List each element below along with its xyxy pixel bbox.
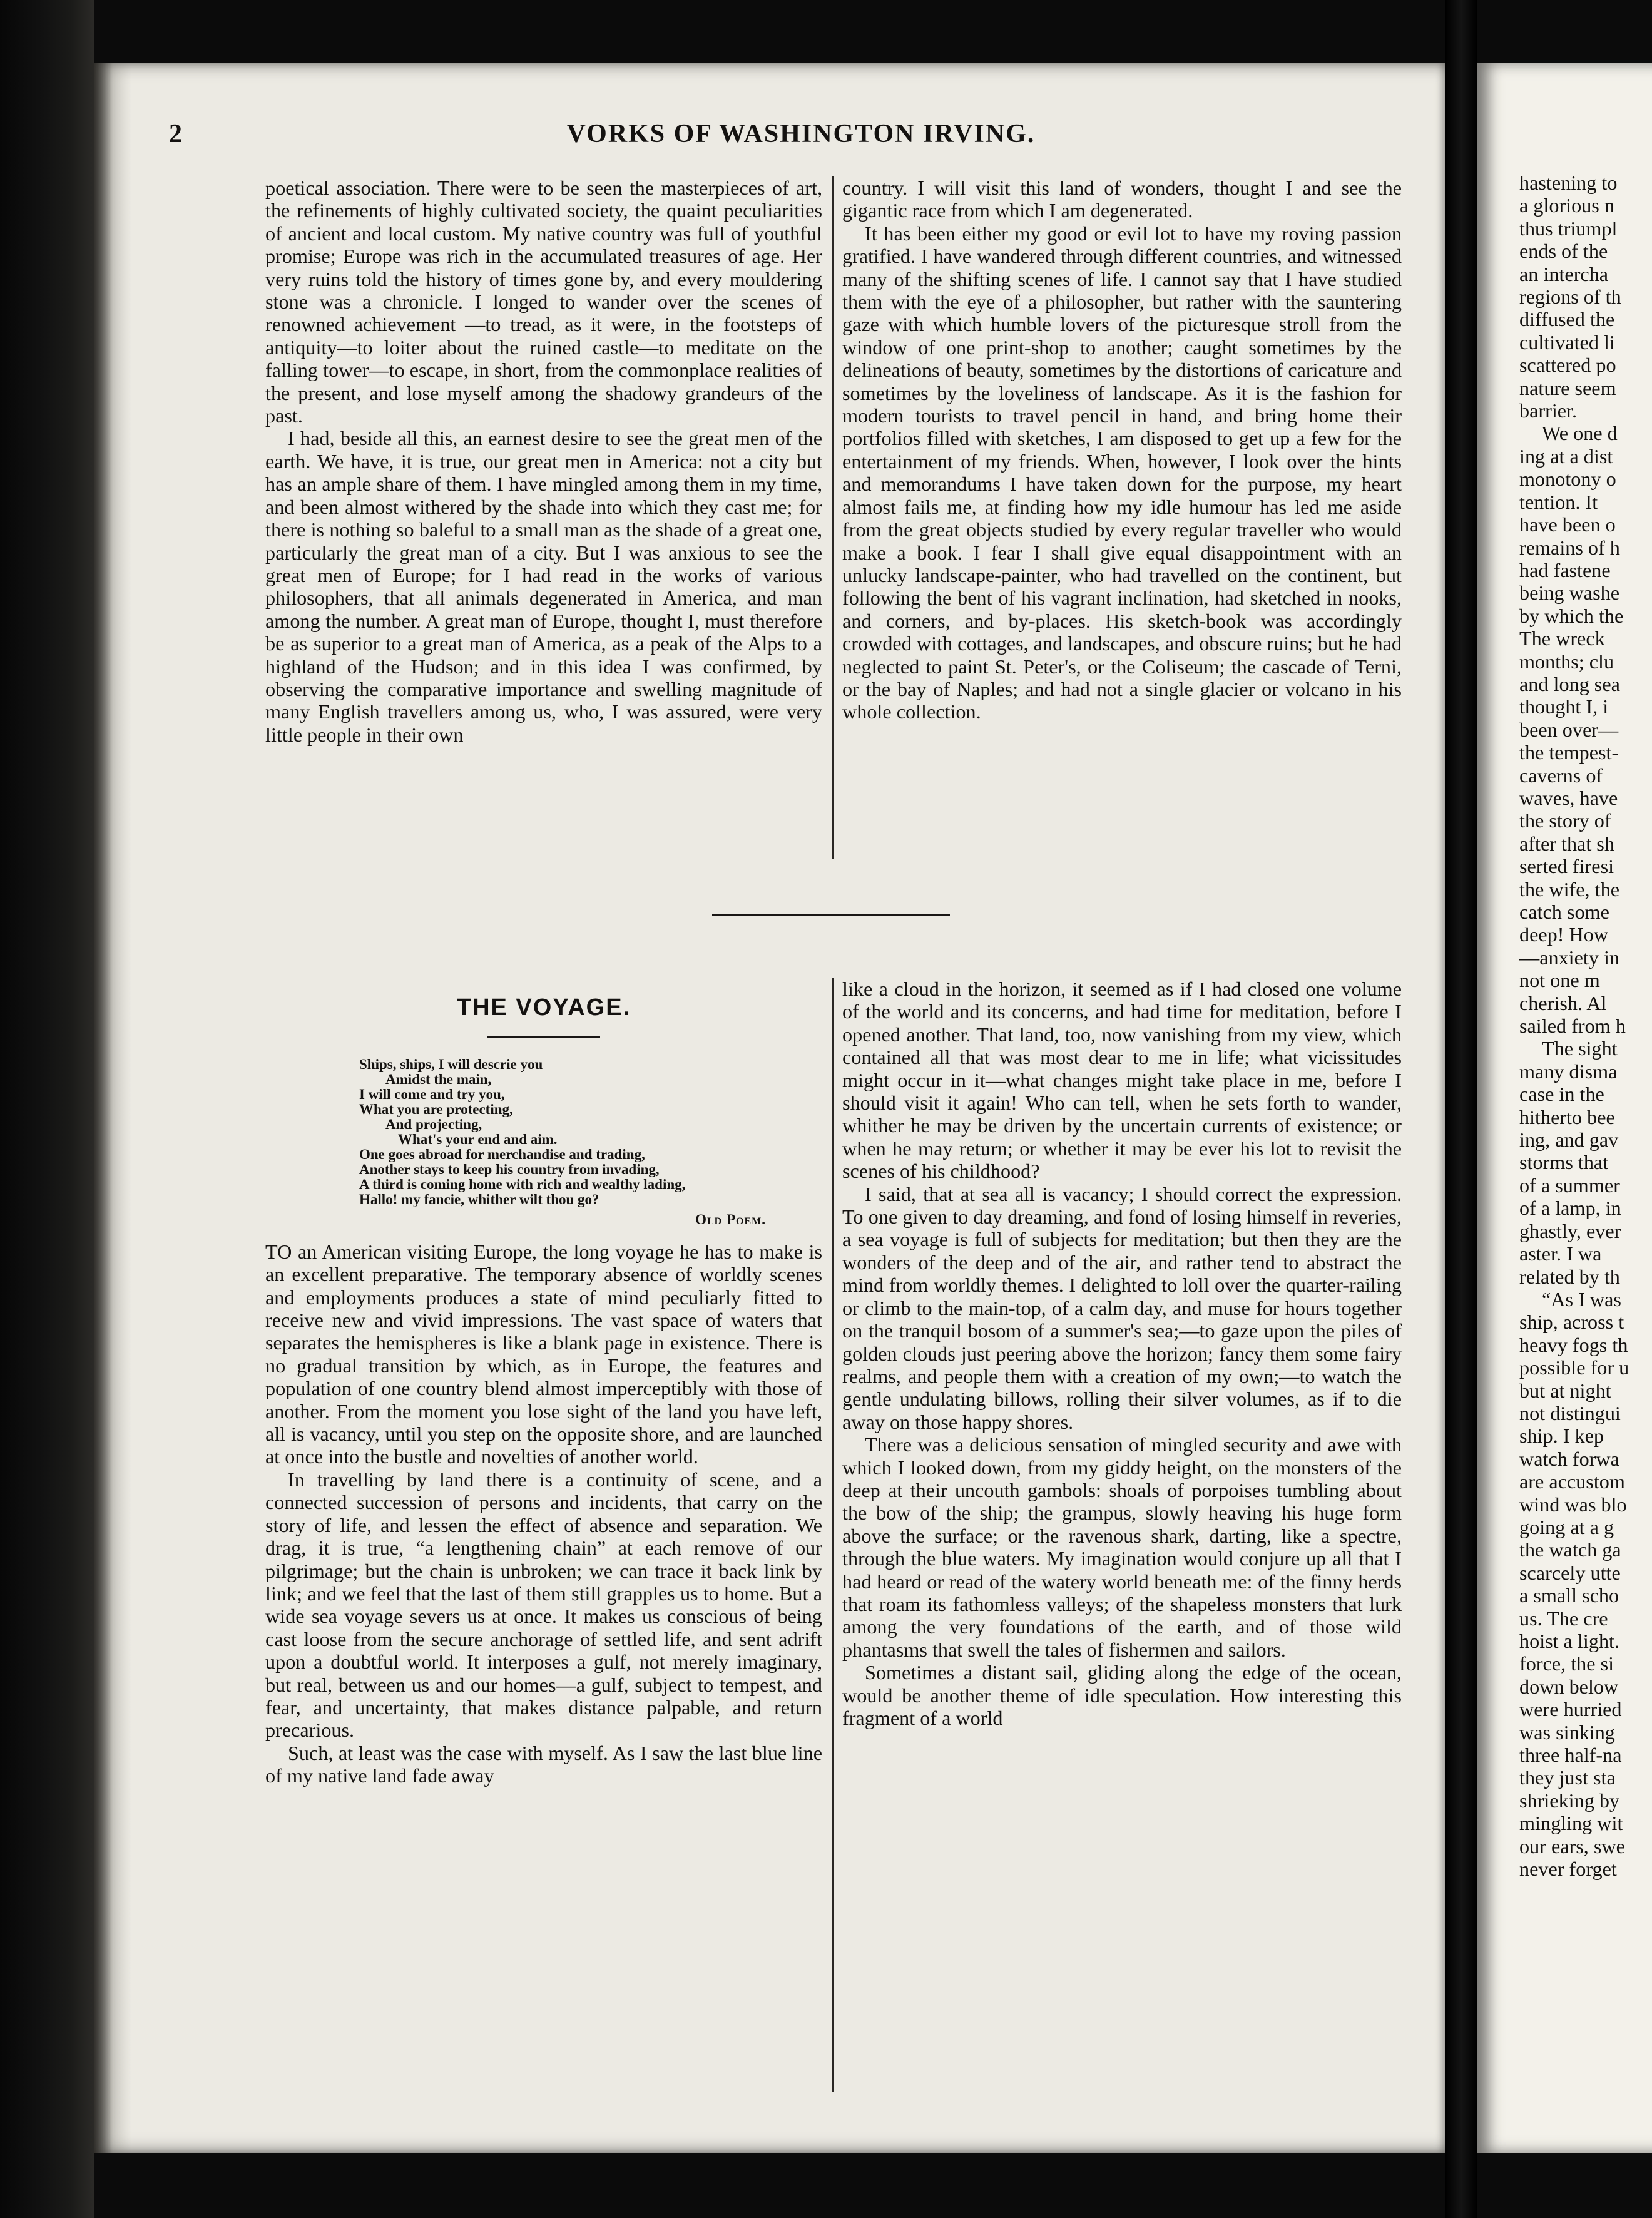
epigraph-line: Ships, ships, I will descrie you: [359, 1056, 543, 1073]
voyage-left-column: [265, 978, 822, 1787]
book-gutter: [1446, 0, 1477, 2218]
facing-page-line: “As I was: [1542, 1287, 1621, 1311]
facing-page-line: deep! How: [1519, 923, 1609, 946]
facing-page-text: [1519, 171, 1652, 1880]
epigraph: [359, 1057, 772, 1207]
top-right-column: [842, 176, 1402, 723]
column-rule: [832, 978, 834, 2092]
chapter-title: THE VOYAGE.: [456, 994, 631, 1021]
facing-page-line: hitherto bee: [1519, 1105, 1615, 1128]
facing-page-line: regions of th: [1519, 285, 1621, 309]
facing-page-line: watch forwa: [1519, 1447, 1619, 1470]
facing-page-line: caverns of: [1519, 764, 1603, 787]
page-header: [169, 119, 1433, 163]
facing-page-line: ing, and gav: [1519, 1128, 1619, 1152]
paragraph: I had, beside all this, an earnest desire to see the great men of the earth. We have, it is true, our great men in America: not a city but has an ample share of them. I have mingled among them in my time, and been almost withered by the shade into which they cast me; for there is nothing so baleful to a small man as the shade of a great one, particularly the great man of a city. But I was anxious to see the great men of Europe; for I had read in the works of various philosophers, that all animals degenerated in America, and man among the number. A great man of Europe, thought I, must therefore be as superior to a great man of America, as a peak of the Alps to a highland of the Hudson; and in this idea I was confirmed, by observing the comparative importance and swelling magnitude of many English travellers among us, who, I was assured, were very little people in their own: [265, 427, 822, 746]
facing-page-line: The sight: [1542, 1037, 1618, 1060]
paragraph: poetical association. There were to be seen the masterpieces of art, the refinements of highly cultivated society, the quaint peculiarities of ancient and local custom. My native country was full of youthful promise; Europe was rich in the accumulated treasures of age. Her very ruins told the history of times gone by, and every mouldering stone was a chronicle. I longed to wander over the scenes of renowned achievement —to tread, as it were, in the footsteps of antiquity—to loiter about the ruined castle—to meditate on the falling tower—to escape, in short, from the commonplace realities of the present, and lose myself among the shadowy grandeurs of the past.: [265, 176, 822, 427]
facing-page-line: case in the: [1519, 1083, 1604, 1106]
paragraph: Sometimes a distant sail, gliding along the edge of the ocean, would be another theme of idle speculation. How interesting this fragment of a world: [842, 1661, 1402, 1729]
top-left-column: [265, 176, 822, 746]
column-rule: [832, 176, 834, 859]
facing-page-line: wind was blo: [1519, 1493, 1627, 1516]
facing-page-line: force, the si: [1519, 1652, 1614, 1675]
facing-page-line: scarcely utte: [1519, 1561, 1621, 1584]
facing-page-line: an intercha: [1519, 262, 1609, 285]
epigraph-source: Old Poem.: [695, 1212, 766, 1228]
epigraph-line: And projecting,: [385, 1117, 482, 1133]
facing-page-line: of a summer: [1519, 1173, 1620, 1197]
facing-page-line: cultivated li: [1519, 330, 1615, 354]
facing-page-line: monotony o: [1519, 468, 1616, 491]
running-head: VORKS OF WASHINGTON IRVING.: [566, 120, 1036, 148]
facing-page-line: the story of: [1519, 809, 1611, 832]
facing-page-line: ends of the: [1519, 240, 1608, 263]
facing-page-line: had fastene: [1519, 558, 1611, 581]
facing-page-line: scattered po: [1519, 354, 1616, 377]
facing-page-line: the watch ga: [1519, 1538, 1621, 1561]
epigraph-line: What's your end and aim.: [398, 1132, 558, 1148]
facing-page-line: storms that: [1519, 1151, 1609, 1174]
facing-page-line: the tempest-: [1519, 741, 1619, 764]
facing-page-line: was sinking: [1519, 1720, 1615, 1744]
page-number: 2: [169, 120, 182, 148]
epigraph-line: A third is coming home with rich and wealthy lading,: [359, 1177, 686, 1193]
facing-page-line: not distingui: [1519, 1401, 1621, 1424]
facing-page-line: being washe: [1519, 581, 1619, 605]
paragraph: In travelling by land there is a continuity of scene, and a connected succession of persons and incidents, that carry on the story of life, and lessen the effect of absence and separation. We drag, it is true, “a lengthening chain” at each remove of our pilgrimage; but the chain is unbroken; we can trace it back link by link; and we feel that the last of them still grapples us to home. But a wide sea voyage severs us at once. It makes us conscious of being cast loose from the secure anchorage of settled life, and sent adrift upon a doubtful world. It interposes a gulf, not merely imaginary, but real, between us and our homes—a gulf, subject to tempest, and fear, and uncertainty, that makes distance palpable, and return precarious.: [265, 1468, 822, 1742]
facing-page-line: heavy fogs th: [1519, 1333, 1628, 1356]
facing-page-line: The wreck: [1519, 627, 1605, 650]
title-rule: [487, 1036, 600, 1038]
voyage-right-column: [842, 978, 1402, 1729]
facing-page-line: remains of h: [1519, 536, 1620, 559]
facing-page-line: We one d: [1542, 422, 1618, 445]
epigraph-line: Amidst the main,: [385, 1071, 492, 1088]
facing-page-line: serted firesi: [1519, 855, 1614, 878]
facing-page-line: not one m: [1519, 969, 1600, 992]
facing-page-line: related by th: [1519, 1265, 1620, 1288]
facing-page-line: sailed from h: [1519, 1014, 1626, 1038]
paragraph: It has been either my good or evil lot to have my roving passion gratified. I have wandered through different countries, and witnessed many of the shifting scenes of life. I cannot say that I have studied them with the eye of a philosopher, but rather with the sauntering gaze with which humble lovers of the picturesque stroll from the window of one print-shop to another; caught sometimes by the delineations of beauty, sometimes by the distortions of caricature and sometimes by the loveliness of landscape. As it is the fashion for modern tourists to travel pencil in hand, and bring home their portfolios filled with sketches, I am disposed to get up a few for the entertainment of my friends. When, however, I look over the hints and memorandums I have taken down for the purpose, my heart almost fails me, at finding how my idle humour has led me aside from the great objects studied by every regular traveller who would make a book. I fear I shall give equal disappointment with an unlucky landscape-painter, who had travelled on the continent, but following the bent of his vagrant inclination, had sketched in nooks, and corners, and by-places. His sketch-book was accordingly crowded with cottages, and landscapes, and obscure ruins; but he had neglected to paint St. Peter's, or the Coliseum; the cascade of Terni, or the bay of Naples; and had not a single glacier or volcano in his whole collection.: [842, 222, 1402, 723]
facing-page-line: ing at a dist: [1519, 444, 1613, 468]
facing-page-line: tention. It: [1519, 490, 1598, 513]
facing-page-line: cherish. Al: [1519, 991, 1607, 1014]
facing-page-line: have been o: [1519, 513, 1616, 536]
facing-page-line: —anxiety in: [1519, 946, 1620, 969]
facing-page-line: but at night: [1519, 1379, 1611, 1402]
epigraph-line: Hallo! my fancie, whither wilt thou go?: [359, 1192, 599, 1208]
facing-page-line: been over—: [1519, 718, 1619, 741]
facing-page-line: were hurried: [1519, 1698, 1622, 1721]
facing-page-line: a small scho: [1519, 1584, 1619, 1607]
facing-page-line: hastening to: [1519, 171, 1618, 194]
paragraph: There was a delicious sensation of mingled security and awe with which I looked down, from my giddy height, on the monsters of the deep at their uncouth gambols: shoals of porpoises tumbling about the bow of the ship; the grampus, slowly heaving his huge form above the surface; or the ravenous shark, darting, like a spectre, through the blue waters. My imagination would conjure up all that I had heard or read of the watery world beneath me: of the finny herds that roam its fathomless valleys; of the shapeless monsters that lurk among the very foundations of the earth, and of those wild phantasms that swell the tales of fishermen and sailors.: [842, 1433, 1402, 1661]
epigraph-line: What you are protecting,: [359, 1101, 513, 1118]
epigraph-line: One goes abroad for merchandise and trading,: [359, 1147, 645, 1163]
facing-page-line: shrieking by: [1519, 1789, 1620, 1812]
facing-page: [1477, 63, 1652, 2153]
facing-page-line: waves, have: [1519, 786, 1618, 809]
section-divider: [712, 914, 950, 916]
facing-page-line: and long sea: [1519, 672, 1620, 695]
page-edge-shadow: [94, 63, 131, 2153]
facing-page-line: never forget: [1519, 1858, 1617, 1881]
facing-page-line: ship. I kep: [1519, 1424, 1604, 1448]
paragraph: I said, that at sea all is vacancy; I should correct the expression. To one given to day dreaming, and fond of losing himself in reveries, a sea voyage is full of subjects for meditation; but then they are the wonders of the deep and of the air, and rather tend to abstract the mind from worldly themes. I delighted to loll over the quarter-railing or climb to the main-top, of a calm day, and muse for hours together on the tranquil bosom of a summer's sea;—to gaze upon the piles of golden clouds just peering above the horizon; fancy them some fairy realms, and people them with a creation of my own;—to watch the gentle undulating billows, rolling their silver volumes, as if to die away on those happy shores.: [842, 1182, 1402, 1433]
paragraph: TO an American visiting Europe, the long voyage he has to make is an excellent preparative. The temporary absence of worldly scenes and employments produces a state of mind peculiarly fitted to receive new and vivid impressions. The vast space of waters that separates the hemispheres is like a blank page in existence. There is no gradual transition by which, as in Europe, the features and population of one country blend almost imperceptibly with those of another. From the moment you lose sight of the land you have left, all is vacancy, until you step on the opposite shore, and are launched at once into the bustle and novelties of another world.: [265, 1240, 822, 1468]
facing-page-line: barrier.: [1519, 399, 1578, 422]
facing-page-line: three half-na: [1519, 1744, 1622, 1767]
chapter-heading: [265, 996, 822, 1038]
facing-page-line: are accustom: [1519, 1470, 1625, 1493]
facing-page-line: a glorious n: [1519, 194, 1614, 217]
book-spine-shadow: [0, 0, 94, 2218]
facing-page-line: us. The cre: [1519, 1607, 1608, 1630]
facing-page-line: of a lamp, in: [1519, 1197, 1621, 1220]
facing-page-line: many disma: [1519, 1060, 1618, 1083]
facing-page-line: hoist a light.: [1519, 1630, 1620, 1652]
facing-page-line: after that sh: [1519, 832, 1614, 855]
facing-page-line: possible for u: [1519, 1356, 1629, 1379]
facing-page-line: mingling wit: [1519, 1812, 1623, 1835]
paragraph: Such, at least was the case with myself. As I saw the last blue line of my native land fade away: [265, 1741, 822, 1787]
facing-page-line: the wife, the: [1519, 877, 1619, 901]
facing-page-line: ghastly, ever: [1519, 1219, 1621, 1242]
facing-page-line: months; clu: [1519, 650, 1614, 673]
paragraph: like a cloud in the horizon, it seemed as if I had closed one volume of the world and its concerns, and had time for meditation, before I opened another. That land, too, now vanishing from my view, which contained all that was most dear to me in life; what vicissitudes might occur in it—what changes might take place in me, before I should visit it again! Who can tell, when he sets forth to wander, whither he may be driven by the uncertain currents of existence; or when he may return; or whether it may be ever his lot to revisit the scenes of his childhood?: [842, 978, 1402, 1183]
facing-page-line: going at a g: [1519, 1515, 1614, 1538]
paragraph: country. I will visit this land of wonders, thought I and see the gigantic race from which I am degenerated.: [842, 176, 1402, 222]
facing-page-line: down below: [1519, 1675, 1619, 1698]
facing-page-line: diffused the: [1519, 308, 1615, 331]
facing-page-line: aster. I wa: [1519, 1242, 1602, 1265]
facing-page-line: thus triumpl: [1519, 217, 1618, 240]
facing-page-line: they just sta: [1519, 1766, 1616, 1789]
facing-page-line: by which the: [1519, 604, 1624, 627]
epigraph-line: Another stays to keep his country from invading,: [359, 1162, 660, 1178]
facing-page-line: catch some: [1519, 901, 1609, 923]
facing-page-line: thought I, i: [1519, 695, 1609, 718]
facing-page-line: ship, across t: [1519, 1311, 1624, 1334]
facing-page-line: our ears, swe: [1519, 1834, 1625, 1858]
epigraph-line: I will come and try you,: [359, 1086, 505, 1103]
facing-page-line: nature seem: [1519, 376, 1616, 399]
